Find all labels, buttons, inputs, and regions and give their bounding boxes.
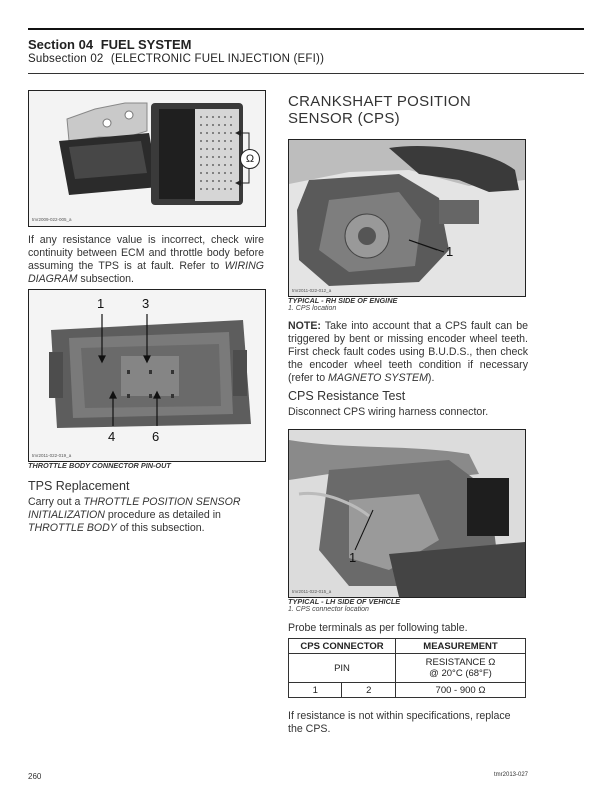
document-code: tmr2013-027 <box>494 772 529 778</box>
figure-connector-pinout <box>28 289 266 462</box>
subsection-title <box>28 53 324 65</box>
link-wiring-diagram[interactable]: WIRING DIAGRAM <box>28 260 264 285</box>
link-throttle-body[interactable]: THROTTLE BODY <box>28 522 117 534</box>
note-label: NOTE: <box>288 320 321 332</box>
vehicle-photo <box>289 430 525 597</box>
table-header-measurement: MEASUREMENT <box>396 639 526 654</box>
ohm-symbol: Ω <box>245 153 255 165</box>
link-tps-initialization[interactable]: THROTTLE POSITION SENSOR INITIALIZATION <box>28 496 241 521</box>
header-divider <box>28 73 584 74</box>
figure-id: tmr2011-022-019_a <box>32 453 72 458</box>
legend-vehicle-lh: 1. CPS connector location <box>288 606 369 613</box>
callout-cps-location: 1 <box>446 244 454 259</box>
callout-cps-connector: 1 <box>349 550 357 565</box>
table-header-row <box>289 639 526 654</box>
table-cell-pin-a: 1 <box>289 683 342 698</box>
callout-pin-3: 3 <box>142 296 150 311</box>
header-rule <box>28 28 584 30</box>
paragraph-disconnect: Disconnect CPS wiring harness connector. <box>288 406 489 418</box>
legend-engine-rh: 1. CPS location <box>288 305 337 312</box>
subsection-name: (ELECTRONIC FUEL INJECTION (EFI)) <box>110 53 325 65</box>
figure-id: tmr2011-022-015_a <box>292 589 332 594</box>
section-label: Section <box>28 37 75 52</box>
table-row <box>289 654 526 683</box>
table-cell-pin-label: PIN <box>289 654 396 683</box>
connector-illustration <box>29 290 265 461</box>
paragraph-tps-replacement: Carry out a THROTTLE POSITION SENSOR INITIALIZATION procedure as detailed in THROTTLE BODY of this subsection. <box>28 496 241 534</box>
ecm-module-illustration <box>29 91 265 226</box>
caption-vehicle-lh: TYPICAL - LH SIDE OF VEHICLE <box>288 597 401 606</box>
paragraph-probe: Probe terminals as per following table. <box>288 622 468 634</box>
note-paragraph: NOTE: Take into account that a CPS fault can be triggered by bent or missing encoder wheel teeth. First check fault codes using B.U.D.S., then check the encoder wheel teeth condition if necessary (refer to MAGNETO SYSTEM). <box>288 320 528 384</box>
section-name: FUEL SYSTEM <box>100 37 192 52</box>
paragraph-resistance: If any resistance value is incorrect, check wire continuity between ECM and throttle body before assuming the TPS is at fault. Refer to WIRING DIAGRAM subsection. <box>28 234 264 285</box>
table-row <box>289 683 526 698</box>
figure-id: tmr2009-022-005_a <box>32 217 72 222</box>
table-cell-pin-b: 2 <box>342 683 396 698</box>
engine-photo <box>289 140 525 296</box>
table-header-connector: CPS CONNECTOR <box>289 639 396 654</box>
heading-cps: CRANKSHAFT POSITION SENSOR (CPS) <box>288 93 471 127</box>
figure-engine-rh-side <box>288 139 526 297</box>
page-number: 260 <box>28 772 42 781</box>
ohmmeter-icon <box>240 149 260 169</box>
callout-pin-4: 4 <box>108 429 116 444</box>
caption-engine-rh: TYPICAL - RH SIDE OF ENGINE <box>288 296 398 305</box>
heading-cps-resistance: CPS Resistance Test <box>288 389 406 403</box>
table-cell-value: 700 - 900 Ω <box>396 683 526 698</box>
heading-tps-replacement: TPS Replacement <box>28 479 130 493</box>
section-title <box>28 37 191 52</box>
link-magneto-system[interactable]: MAGNETO SYSTEM <box>328 372 428 384</box>
caption-connector-pinout: THROTTLE BODY CONNECTOR PIN-OUT <box>28 461 171 470</box>
callout-pin-1: 1 <box>97 296 105 311</box>
figure-id: tmr2011-022-012_a <box>292 288 332 293</box>
callout-pin-6: 6 <box>152 429 160 444</box>
figure-ecm-resistance <box>28 90 266 227</box>
cps-measurement-table <box>288 638 526 698</box>
subsection-number: 02 <box>90 53 104 65</box>
table-cell-resistance-label: RESISTANCE Ω @ 20°C (68°F) <box>396 654 526 683</box>
figure-vehicle-lh-side <box>288 429 526 598</box>
subsection-label: Subsection <box>28 53 87 65</box>
section-number: 04 <box>78 37 94 52</box>
paragraph-replace: If resistance is not within specifications, replace the CPS. <box>288 710 511 735</box>
